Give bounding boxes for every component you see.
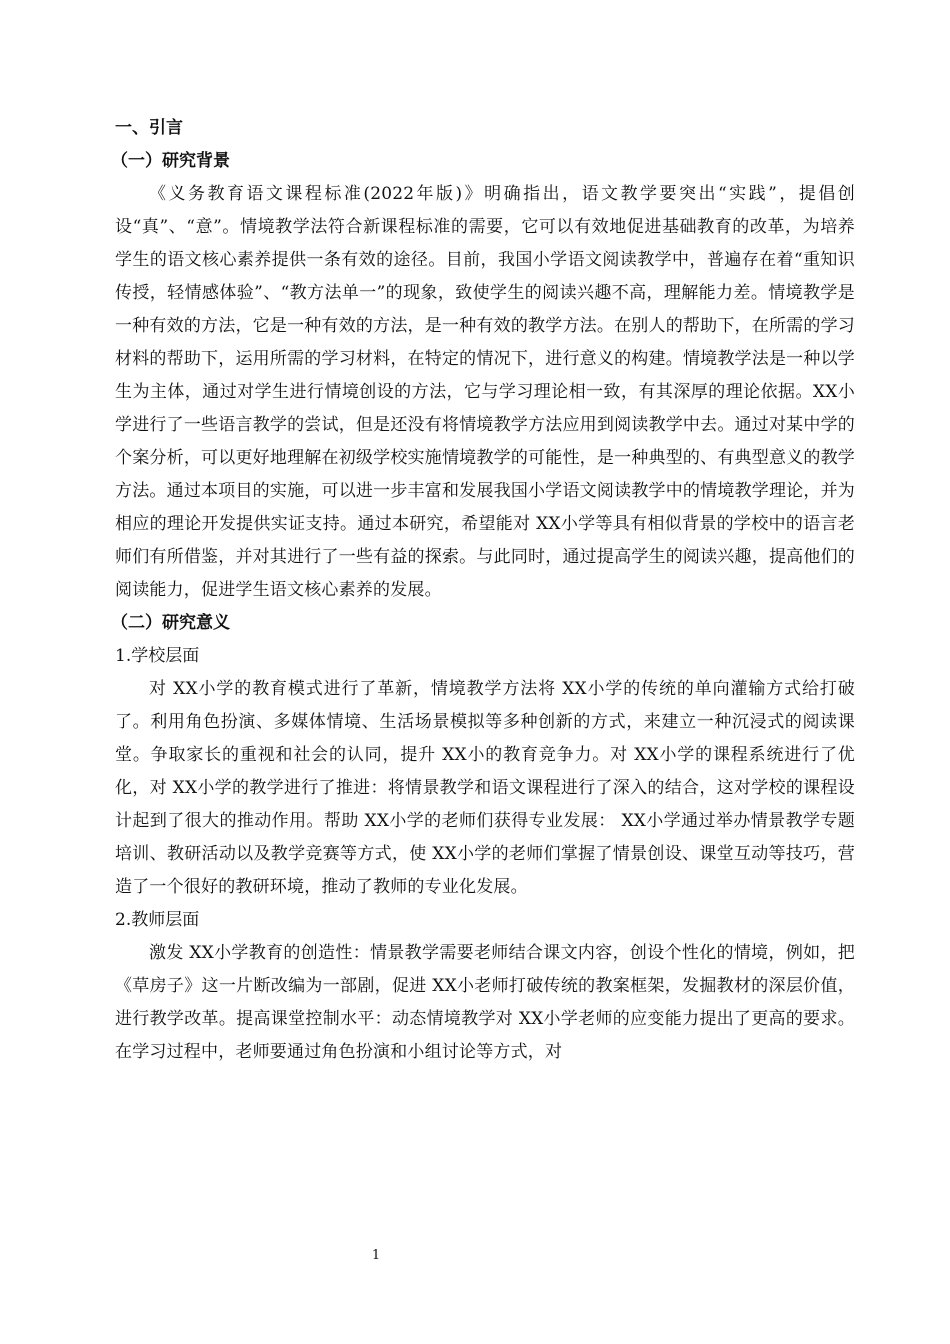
teacher-level-paragraph: 激发 XX小学教育的创造性：情景教学需要老师结合课文内容，创设个性化的情境，例如，把《草房子》这一片断改编为一部剧，促进 XX小老师打破传统的教案框架，发掘教材的深层价值，进行教学改革。提高课堂控制水平：动态情境教学对 XX小学老师的应变能力提出了更高的要求。在学习过程中，老师要通过角色扮演和小组讨论等方式，对 — [115, 943, 855, 1062]
heading-school-level: 1.学校层面 — [115, 646, 200, 666]
subsection-title-background: （一）研究背景 — [111, 151, 230, 171]
subsection-title-significance: （二）研究意义 — [111, 613, 230, 633]
page-number: 1 — [371, 1248, 381, 1263]
background-paragraph: 《义务教育语文课程标准(2022年版)》明确指出，语文教学要突出“实践”，提倡创设“真”、“意”。情境教学法符合新课程标准的需要，它可以有效地促进基础教育的改革，为培养学生的语文核心素养提供一条有效的途径。目前，我国小学语文阅读教学中，普遍存在着“重知识传授，轻情感体验”、“教方法单一”的现象，致使学生的阅读兴趣不高，理解能力差。情境教学是一种有效的方法，它是一种有效的方法，是一种有效的教学方法。在别人的帮助下，在所需的学习材料的帮助下，运用所需的学习材料，在特定的情况下，进行意义的构建。情境教学法是一种以学生为主体，通过对学生进行情境创设的方法，它与学习理论相一致，有其深厚的理论依据。XX小学进行了一些语言教学的尝试，但是还没有将情境教学方法应用到阅读教学中去。通过对某中学的个案分析，可以更好地理解在初级学校实施情境教学的可能性，是一种典型的、有典型意义的教学方法。通过本项目的实施，可以进一步丰富和发展我国小学语文阅读教学中的情境教学理论，并为相应的理论开发提供实证支持。通过本研究，希望能对 XX小学等具有相似背景的学校中的语言老师们有所借鉴，并对其进行了一些有益的探索。与此同时，通过提高学生的阅读兴趣，提高他们的阅读能力，促进学生语文核心素养的发展。 — [115, 184, 855, 600]
heading-teacher-level: 2.教师层面 — [115, 910, 200, 930]
school-level-paragraph: 对 XX小学的教育模式进行了革新，情境教学方法将 XX小学的传统的单向灌输方式给打破了。利用角色扮演、多媒体情境、生活场景模拟等多种创新的方式，来建立一种沉浸式的阅读课堂。争取家长的重视和社会的认同，提升 XX小的教育竞争力。对 XX小学的课程系统进行了优化，对 XX小学的教学进行了推进：将情景教学和语文课程进行了深入的结合，这对学校的课程设计起到了很大的推动作用。帮助 XX小学的老师们获得专业发展： XX小学通过举办情景教学专题培训、教研活动以及教学竞赛等方式，使 XX小学的老师们掌握了情景创设、课堂互动等技巧，营造了一个很好的教研环境，推动了教师的专业化发展。 — [115, 679, 855, 897]
document-body — [111, 112, 855, 1069]
section-title-introduction: 一、引言 — [115, 118, 183, 138]
